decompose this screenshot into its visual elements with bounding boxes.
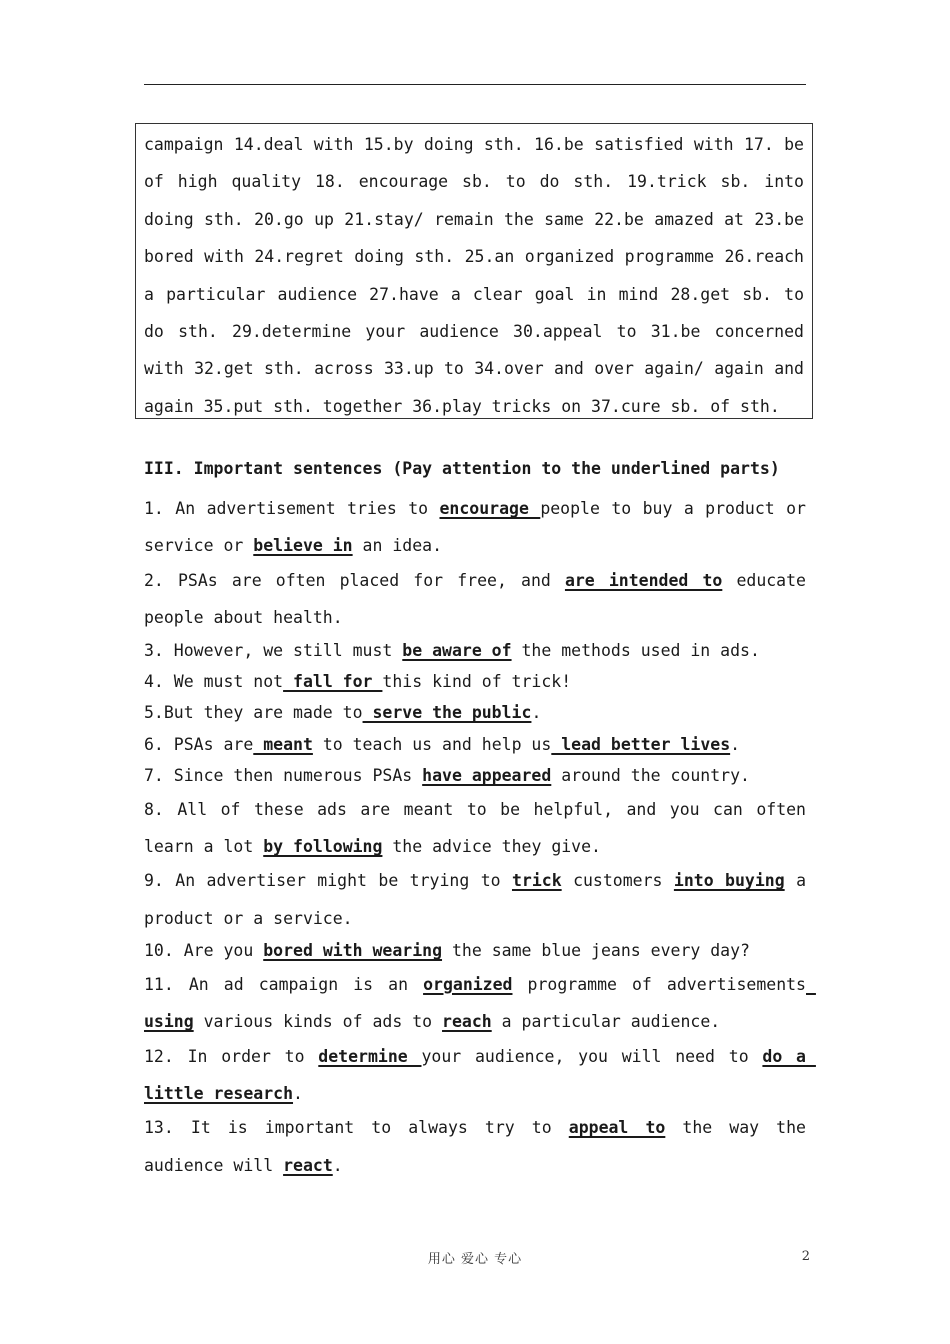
sentence-text: people to buy a product or service or <box>144 499 806 556</box>
sentence-text: to teach us and help us <box>312 734 552 754</box>
sentence-text: a product or a service. <box>144 871 807 928</box>
underlined-phrase: organized <box>423 974 513 994</box>
sentence-text: an idea. <box>352 536 443 556</box>
sentence-text: 1. An advertisement tries to <box>144 499 440 518</box>
sentence-text: 3. However, we still must <box>144 640 403 660</box>
sentence-text: 13. It is important to always try to <box>144 1118 569 1138</box>
sentence-text: customers <box>561 871 674 891</box>
sentence-text: your audience, you will need to <box>421 1046 763 1066</box>
sentence-item <box>144 966 816 1041</box>
header-rule <box>144 84 806 85</box>
underlined-phrase: using <box>144 974 816 1032</box>
sentence-item <box>144 934 806 968</box>
sentence-item <box>144 1109 806 1184</box>
sentence-text: the same blue jeans every day? <box>442 941 750 961</box>
sentence-text: 4. We must not <box>144 672 284 692</box>
sentence-text: a particular audience. <box>491 1012 721 1032</box>
underlined-phrase: reach <box>442 1012 492 1032</box>
underlined-phrase: are intended to <box>564 570 723 590</box>
underlined-phrase: bored with wearing <box>263 941 443 961</box>
underlined-phrase: believe in <box>253 536 353 556</box>
sentence-text: 9. An advertiser might be trying to <box>144 871 512 891</box>
sentence-item <box>144 759 806 793</box>
underlined-phrase: determine <box>318 1046 422 1066</box>
section-title: III. Important sentences (Pay attention to the underlined parts) <box>144 459 780 478</box>
sentence-text: the way the audience will <box>144 1118 806 1175</box>
sentence-text: programme of advertisements <box>512 974 806 994</box>
underlined-phrase: have appeared <box>422 766 552 786</box>
sentence-text: 2. PSAs are often placed for free, and <box>144 570 565 590</box>
sentence-text: the methods used in ads. <box>511 640 760 660</box>
underlined-phrase: be aware of <box>402 640 512 660</box>
phrase-list-box <box>135 123 813 419</box>
sentence-text: . <box>293 1083 303 1103</box>
underlined-phrase: by following <box>263 837 383 857</box>
underlined-phrase: lead better lives <box>551 734 731 754</box>
underlined-phrase: do a little research <box>144 1046 816 1103</box>
sentence-text: . <box>730 734 741 754</box>
sentence-text: around the country. <box>551 766 750 786</box>
sentence-text: 12. In order to <box>144 1046 319 1066</box>
sentence-text: various kinds of ads to <box>193 1012 443 1032</box>
sentence-text: this kind of trick! <box>382 672 572 692</box>
sentence-text: 7. Since then numerous PSAs <box>144 766 423 786</box>
sentence-item <box>144 634 806 668</box>
sentence-item <box>144 696 806 730</box>
underlined-phrase: react <box>283 1155 333 1175</box>
underlined-phrase: into buying <box>673 871 785 891</box>
sentence-text: 6. PSAs are <box>144 734 254 754</box>
sentence-item <box>144 490 806 565</box>
sentence-text: 8. All of these ads are meant to be helpful, and you can often learn a lot <box>144 799 806 857</box>
sentence-item <box>144 791 806 866</box>
sentence-item <box>144 728 806 762</box>
sentence-text: 5.But they are made to <box>144 703 363 723</box>
sentence-text: 11. An ad campaign is an <box>144 974 424 994</box>
underlined-phrase: trick <box>511 871 562 891</box>
sentence-item <box>144 862 806 937</box>
sentence-text: . <box>332 1155 343 1175</box>
footer-motto: 用心 爱心 专心 <box>427 1252 523 1267</box>
sentence-item <box>144 1038 816 1113</box>
underlined-phrase: meant <box>253 734 313 754</box>
sentence-text: . <box>531 703 542 723</box>
sentence-item <box>144 562 806 637</box>
page-number: 2 <box>801 1249 810 1264</box>
underlined-phrase: serve the public <box>362 703 532 723</box>
important-sentences-list <box>144 490 816 1181</box>
sentence-item <box>144 665 806 699</box>
sentence-text: 10. Are you <box>144 941 264 961</box>
sentence-text: the advice they give. <box>382 837 601 857</box>
underlined-phrase: encourage <box>439 499 541 518</box>
underlined-phrase: fall for <box>283 672 383 692</box>
phrase-list-text: campaign 14.deal with 15.by doing sth. 16.be satisfied with 17. be of high quality 18. encourage sb. to do sth. 19.trick sb. into doing sth. 20.go up 21.stay/ remain the same 22.be amazed at 23.be bored with 24.regret doing sth. 25.an organized programme 26.reach a particular audience 27.have a clear goal in mind 28.get sb. to do sth. 29.determine your audience 30.appeal to 31.be concerned with 32.get sth. across 33.up to 34.over and over again/ again and again 35.put sth. together 36.play tricks on 37.cure sb. of sth. <box>144 135 804 416</box>
sentence-text: educate people about health. <box>144 570 806 628</box>
underlined-phrase: appeal to <box>568 1118 666 1138</box>
